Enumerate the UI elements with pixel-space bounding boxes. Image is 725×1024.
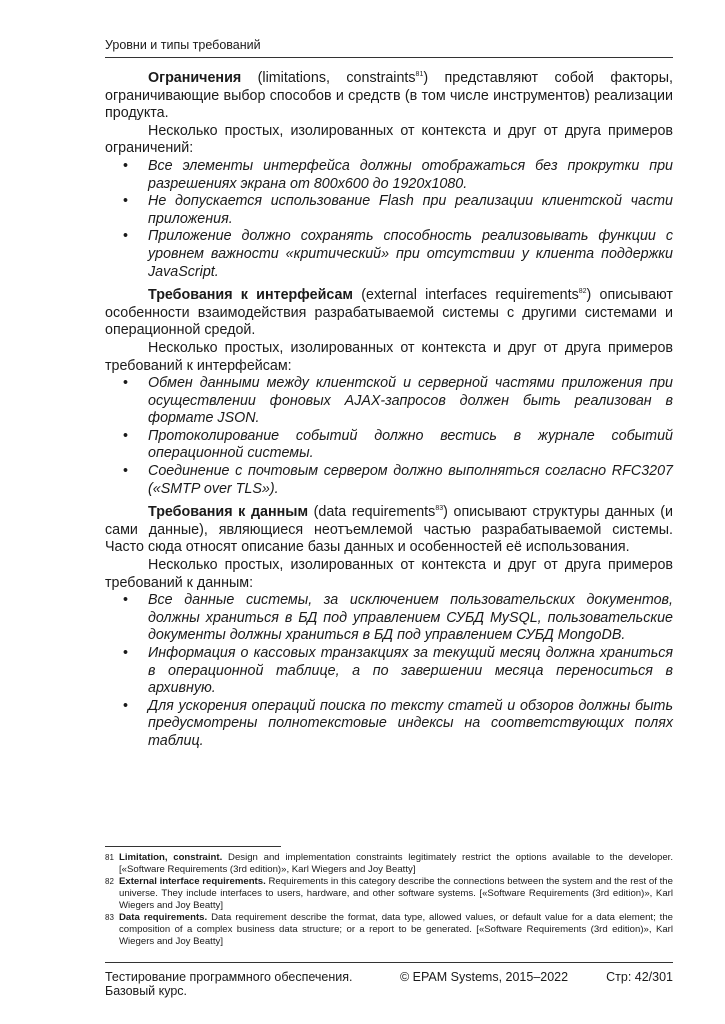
section-intro-limitations: Ограничения (limitations, constraints$^{81}$) представляют собой факторы, ограничивающие выбор способов и средств (в том числе инструментов) реализации продукта. [105,70,673,122]
footnote-number: 81 [105,853,114,862]
section-intro-interfaces: Требования к интерфейсам (external interfaces requirements$^{82}$) описывают особенности взаимодействия разрабатываемой системы с другими системами и операционной средой. [105,287,673,339]
copyright: © EPAM Systems, 2015–2022 [400,970,569,984]
term: Ограничения [148,70,242,86]
examples-list [105,375,673,498]
footnote-ref[interactable]: 83 [435,505,444,513]
examples-intro: Несколько простых, изолированных от контекста и друг от друга примеров ограничений: [105,122,673,157]
footnotes [105,852,673,948]
list-item: • Все элементы интерфейса должны отображаться без прокрутки при разрешениях экрана от 800x600 до 1920x1080. [148,158,673,193]
list-item: • Соединение с почтовым сервером должно выполняться согласно RFC3207 («SMTP over TLS»). [148,463,673,498]
list-item: • Приложение должно сохранять способность реализовывать функции с уровнем важности «критический» при отсутствии у клиента поддержки JavaScript. [148,228,673,281]
list-item: • Информация о кассовых транзакциях за текущий месяц должна храниться в операционной таблице, а по завершении месяца переноситься в архивную. [148,645,673,698]
list-item: • Обмен данными между клиентской и серверной частями приложения при осуществлении фоновых AJAX-запросов должен быть реализован в формате JSON. [148,375,673,428]
list-item: • Все данные системы, за исключением пользовательских документов, должны храниться в БД под управлением СУБД MySQL, пользовательские документы должны храниться в БД под управлением СУБД MongoDB. [148,592,673,645]
footnote-ref[interactable]: 82 [578,288,587,296]
footnote-number: 82 [105,877,114,886]
footnote-ref[interactable]: 81 [415,71,424,79]
page-body [105,70,673,751]
page-number: Стр: 42/301 [606,970,673,984]
examples-intro: Несколько простых, изолированных от контекста и друг от друга примеров требований к интерфейсам: [105,339,673,374]
page-footer [105,962,673,998]
list-item: • Для ускорения операций поиска по тексту статей и обзоров должны быть предусмотрены полнотекстовые индексы на соответствующих полях таблиц. [148,698,673,751]
list-item: • Не допускается использование Flash при реализации клиентской части приложения. [148,193,673,228]
term: Требования к данным [148,504,309,521]
footnote: 83 Data requirements. Data requirement describe the format, data type, allowed values, or default value for a data element; the composition of a complex business data structure; or a report to be generated. [«Software Requirements (3rd edition)», Karl Wiegers and Joy Beatty] [105,912,674,947]
examples-list [105,158,673,281]
chapter-title: Уровни и типы требований [105,38,261,52]
section-intro-data: Требования к данным (data requirements$^{83}$) описывают структуры данных (и сами данные), являющиеся неотъемлемой частью разрабатываемой системы. Часто сюда относят описание базы данных и особенностей её использования. [105,504,674,556]
book-title: Тестирование программного обеспечения. Базовый курс. [105,970,353,998]
term: Требования к интерфейсам [148,287,354,304]
list-item: • Протоколирование событий должно вестись в журнале событий операционной системы. [148,428,673,463]
footnote: 81 Limitation, constraint. Design and implementation constraints legitimately restrict the options available to the developer. [«Software Requirements (3rd edition)», Karl Wiegers and Joy Beatty] [105,852,673,875]
footnote-number: 83 [105,913,114,922]
footnote: 82 External interface requirements. Requirements in this category describe the connections between the system and the rest of the universe. They include interfaces to users, hardware, and other software systems. [«Software Requirements (3rd edition)», Karl Wiegers and Joy Beatty] [105,876,673,911]
examples-list [105,592,673,750]
examples-intro: Несколько простых, изолированных от контекста и друг от друга примеров требований к данным: [105,557,673,591]
running-header [105,38,673,58]
footnote-divider [105,846,281,847]
